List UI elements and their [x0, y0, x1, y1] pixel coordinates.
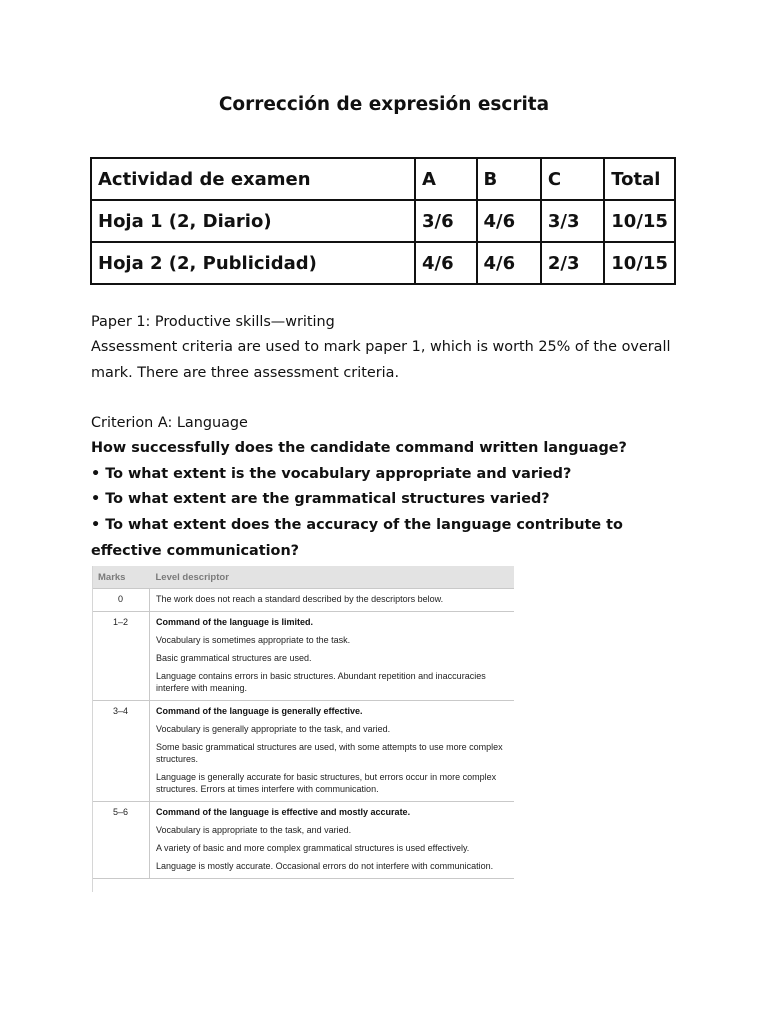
paper-heading: Paper 1: Productive skills—writing: [91, 314, 335, 330]
rubric-descriptor-line: Basic grammatical structures are used.: [156, 653, 312, 663]
paper-intro: Assessment criteria are used to mark paper 1, which is worth 25% of the overall mark. There are three assessment criteria.: [91, 339, 671, 381]
rubric-descriptor-line: Some basic grammatical structures are used, with some attempts to use more complex structures.: [156, 742, 503, 764]
cell-a: 4/6: [415, 242, 476, 284]
rubric-table-figure: [92, 566, 514, 892]
rubric-descriptor-lead: Command of the language is limited.: [156, 617, 314, 627]
rubric-marks: 5–6: [92, 802, 150, 879]
rubric-header-row: [92, 566, 514, 589]
criterion-bullet: • To what extent is the vocabulary appropriate and varied?: [91, 466, 572, 482]
rubric-marks: 3–4: [92, 701, 150, 802]
cell-total: 10/15: [604, 242, 675, 284]
rubric-descriptor-line: The work does not reach a standard described by the descriptors below.: [156, 594, 444, 604]
cell-total: 10/15: [604, 200, 675, 242]
header-cell-total: Total: [604, 158, 675, 200]
rubric-descriptor-line: Language is generally accurate for basic structures, but errors occur in more complex structures. Errors at times interfere with communication.: [156, 772, 497, 794]
rubric-descriptor-line: Vocabulary is generally appropriate to the task, and varied.: [156, 724, 391, 734]
rubric-marks: 0: [92, 589, 150, 612]
rubric-descriptor: [150, 589, 515, 612]
cell-c: 2/3: [541, 242, 604, 284]
rubric-descriptor: [150, 802, 515, 879]
score-table-row: [91, 242, 675, 284]
rubric-row: [92, 802, 514, 879]
rubric-marks: 1–2: [92, 612, 150, 701]
rubric-descriptor-lead: Command of the language is generally effective.: [156, 706, 363, 716]
score-table-header-row: [91, 158, 675, 200]
cell-c: 3/3: [541, 200, 604, 242]
rubric-descriptor: [150, 701, 515, 802]
rubric-descriptor-lead: Command of the language is effective and mostly accurate.: [156, 807, 411, 817]
header-cell-activity: Actividad de examen: [91, 158, 415, 200]
rubric-descriptor-line: Vocabulary is sometimes appropriate to the task.: [156, 635, 351, 645]
cell-b: 4/6: [477, 242, 541, 284]
criterion-bullet: • To what extent does the accuracy of the language contribute to effective communication?: [91, 517, 623, 559]
rubric-descriptor: [150, 612, 515, 701]
cell-b: 4/6: [477, 200, 541, 242]
cell-activity: Hoja 2 (2, Publicidad): [91, 242, 415, 284]
rubric-descriptor-line: A variety of basic and more complex grammatical structures is used effectively.: [156, 843, 470, 853]
rubric-table: [92, 566, 514, 879]
rubric-header-marks: Marks: [92, 566, 150, 589]
header-cell-a: A: [415, 158, 476, 200]
rubric-descriptor-line: Language contains errors in basic structures. Abundant repetition and inaccuracies interfere with meaning.: [156, 671, 486, 693]
rubric-row: [92, 701, 514, 802]
rubric-descriptor-line: Vocabulary is appropriate to the task, and varied.: [156, 825, 352, 835]
cell-activity: Hoja 1 (2, Diario): [91, 200, 415, 242]
cell-a: 3/6: [415, 200, 476, 242]
criterion-bullet: • To what extent are the grammatical structures varied?: [91, 491, 550, 507]
criterion-question: How successfully does the candidate command written language?: [91, 440, 627, 456]
rubric-row: [92, 612, 514, 701]
rubric-descriptor-line: Language is mostly accurate. Occasional errors do not interfere with communication.: [156, 861, 494, 871]
score-table: [90, 157, 676, 285]
rubric-border: [92, 566, 93, 892]
score-table-row: [91, 200, 675, 242]
header-cell-c: C: [541, 158, 604, 200]
rubric-row: [92, 589, 514, 612]
header-cell-b: B: [477, 158, 541, 200]
rubric-header-descriptor: Level descriptor: [150, 566, 515, 589]
page-title: Corrección de expresión escrita: [218, 94, 550, 115]
criterion-heading: Criterion A: Language: [91, 415, 248, 431]
